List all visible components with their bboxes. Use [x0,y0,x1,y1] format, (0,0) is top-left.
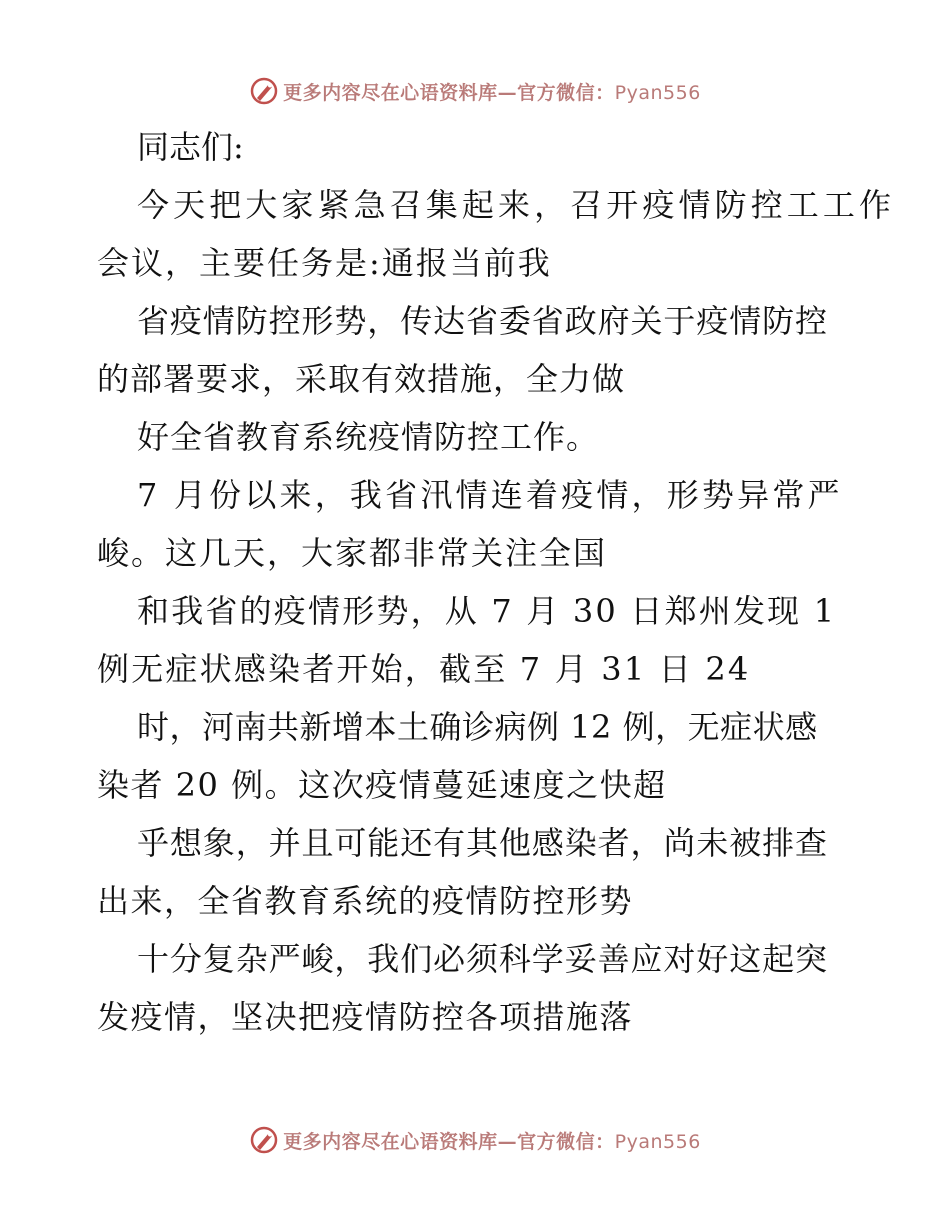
header-watermark [0,71,950,111]
watermark-text: 更多内容尽在心语资料库—官方微信：Pyan556 [283,81,701,104]
text-line: 发疫情，坚决把疫情防控各项措施落 [97,998,634,1036]
footer-watermark [0,1120,950,1160]
text-line: 出来，全省教育系统的疫情防控形势 [97,882,634,920]
text-line: 同志们: [137,128,244,166]
text-line: 好全省教育系统疫情防控工作。 [137,418,600,456]
pen-logo-icon [249,76,279,106]
text-line: 染者 20 例。这次疫情蔓延速度之快超 [97,766,667,804]
pen-logo-icon [249,1125,279,1155]
text-line: 和我省的疫情形势，从 7 月 30 日郑州发现 1 [137,592,837,630]
text-line: 今天把大家紧急召集起来，召开疫情防控工工作 [137,186,896,224]
text-line: 峻。这几天，大家都非常关注全国 [97,534,608,572]
text-line: 十分复杂严峻，我们必须科学妥善应对好这起突 [137,940,828,978]
text-line: 乎想象，并且可能还有其他感染者，尚未被排查 [137,824,828,862]
watermark-text: 更多内容尽在心语资料库—官方微信：Pyan556 [283,1130,701,1153]
text-line: 的部署要求，采取有效措施，全力做 [97,360,626,398]
text-line: 会议，主要任务是:通报当前我 [97,244,552,282]
text-line: 7 月份以来，我省汛情连着疫情，形势异常严 [137,476,843,514]
text-line: 省疫情防控形势，传达省委省政府关于疫情防控 [137,302,828,340]
text-line: 时，河南共新增本土确诊病例 12 例，无症状感 [137,708,818,746]
text-line: 例无症状感染者开始，截至 7 月 31 日 24 [97,650,751,688]
